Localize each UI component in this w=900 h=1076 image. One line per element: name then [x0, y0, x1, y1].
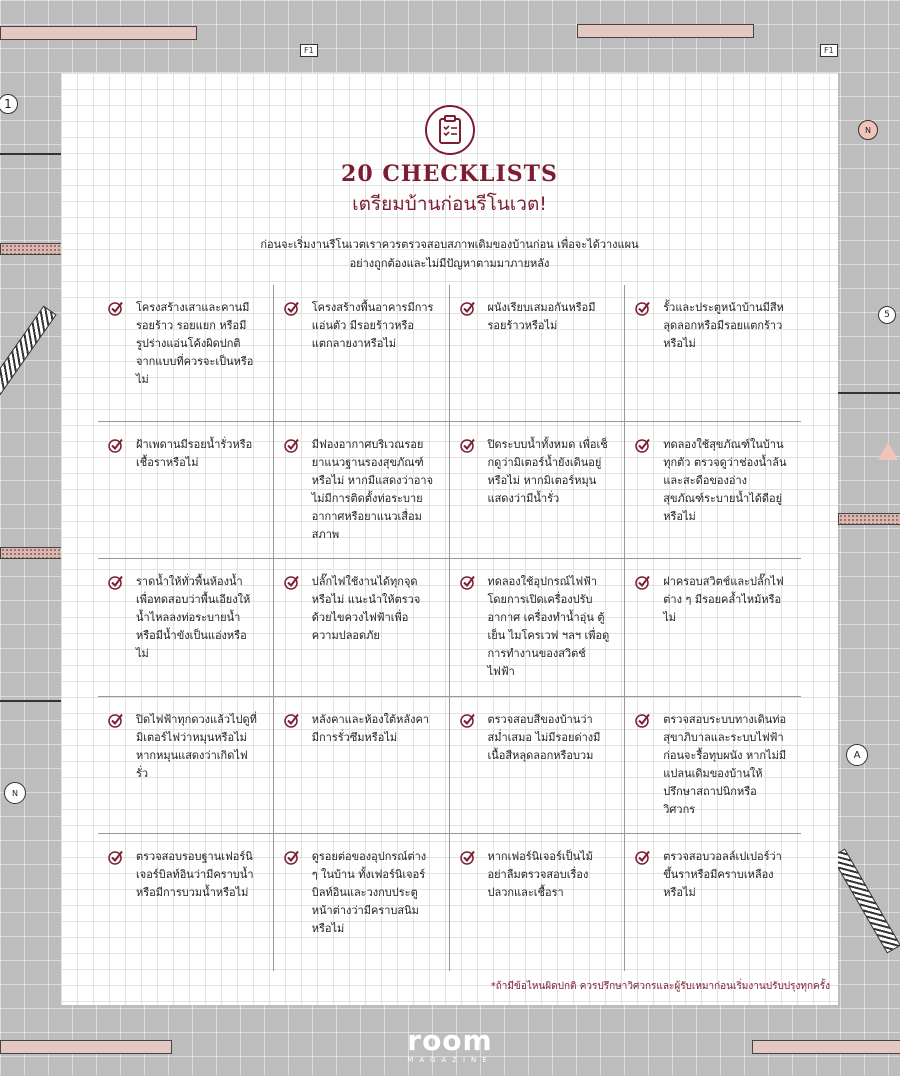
dimension-line	[0, 153, 61, 155]
checklist-item	[450, 697, 626, 834]
checklist-item	[98, 422, 274, 559]
page-subtitle: เตรียมบ้านก่อนรีโนเวต!	[352, 193, 547, 215]
checkmark-icon	[460, 849, 476, 865]
checklist-item-text: ปิดไฟฟ้าทุกดวงแล้วไปดูที่มิเตอร์ไฟว่าหมุนหรือไม่ หากหมุนแสดงว่าเกิดไฟรั่ว	[136, 712, 257, 780]
intro-text	[181, 235, 718, 273]
f1-tag: F1	[300, 44, 318, 57]
decor-strip	[0, 547, 62, 559]
f1-tag: F1	[820, 44, 838, 57]
checklist-item-text: ผนังเรียบเสมอกันหรือมีรอยร้าวหรือไม่	[487, 301, 596, 332]
checklist-item-text: ปิดระบบน้ำทั้งหมด เพื่อเช็กดูว่ามิเตอร์น้ำยังเดินอยู่หรือไม่ หากมิเตอร์หมุนแสดงว่ามีน้ำรั่ว	[487, 438, 608, 506]
checklist-item	[450, 834, 626, 971]
dimension-line	[0, 700, 61, 702]
checkmark-icon	[635, 300, 651, 316]
checklist-card	[61, 73, 838, 1005]
dimension-line	[838, 392, 900, 394]
checkmark-icon	[108, 849, 124, 865]
checklist-item	[450, 285, 626, 422]
checklist-item-text: รั้วและประตูหน้าบ้านมีสีหลุดลอกหรือมีรอยแตกร้าวหรือไม่	[663, 301, 784, 350]
footnote: *ถ้ามีข้อไหนผิดปกติ ควรปรึกษาวิศวกรและผู้รับเหมาก่อนเริ่มงานปรับปรุงทุกครั้ง	[490, 981, 830, 992]
brand-logo: room	[407, 1024, 493, 1057]
checklist-clipboard-icon	[425, 105, 475, 155]
checkmark-icon	[284, 849, 300, 865]
checklist-item	[450, 559, 626, 696]
hatched-beam	[0, 306, 57, 407]
page-title: 20 CHECKLISTS	[341, 161, 558, 187]
checklist-item-text: หลังคาและห้องใต้หลังคามีการรั่วซึมหรือไม่	[311, 712, 430, 744]
checklist-item	[274, 834, 450, 971]
checklist-item-text: หากเฟอร์นิเจอร์เป็นไม้อย่าลืมตรวจสอบเรื่องปลวกและเชื้อรา	[487, 849, 593, 899]
checklist-item-text: ราดน้ำให้ทั่วพื้นห้องน้ำเพื่อทดสอบว่าพื้นเอียงให้น้ำไหลลงท่อระบายน้ำหรือมีน้ำขังเป็นแอ่งหรือไม่	[136, 575, 251, 661]
checkmark-icon	[108, 437, 124, 453]
checklist-item-text: ฝ้าเพดานมีรอยน้ำรั่วหรือเชื้อราหรือไม่	[136, 438, 253, 470]
section-marker-icon: 5	[878, 306, 896, 324]
brand-subtitle: MAGAZINE	[407, 1056, 493, 1064]
checkmark-icon	[460, 574, 476, 590]
section-marker-icon: A	[846, 744, 868, 766]
checklist-grid	[98, 285, 801, 971]
checkmark-icon	[284, 437, 300, 453]
north-arrow-icon: N	[858, 120, 878, 140]
checkmark-icon	[284, 300, 300, 316]
checklist-item-text: ทดลองใช้สุขภัณฑ์ในบ้านทุกตัว ตรวจดูว่าช่องน้ำล้นและสะดือของอ่างสุขภัณฑ์ระบายน้ำได้ดีอยู่หรือไม่	[663, 438, 787, 524]
checklist-item	[274, 285, 450, 422]
checkmark-icon	[460, 437, 476, 453]
checklist-item-text: ตรวจสอบวอลล์เปเปอร์ว่าขึ้นราหรือมีคราบเหลืองหรือไม่	[663, 849, 782, 899]
decor-strip	[0, 1040, 172, 1054]
hatched-beam	[831, 849, 900, 954]
checklist-item-text: โครงสร้างพื้นอาคารมีการแอ่นตัว มีรอยร้าวหรือแตกลายงาหรือไม่	[311, 301, 434, 350]
checklist-item-text: ตรวจสอบรอบฐานเฟอร์นิเจอร์บิลท์อินว่ามีคราบน้ำหรือมีการบวมน้ำหรือไม่	[136, 849, 254, 899]
checkmark-icon	[635, 849, 651, 865]
checklist-item	[274, 697, 450, 834]
checklist-item-text: ปลั๊กไฟใช้งานได้ทุกจุดหรือไม่ แนะนำให้ตรวจด้วยไขควงไฟฟ้าเพื่อความปลอดภัย	[311, 575, 421, 643]
checklist-item	[98, 285, 274, 422]
checklist-item	[625, 285, 801, 422]
checklist-item	[98, 559, 274, 696]
checkmark-icon	[635, 712, 651, 728]
checkmark-icon	[635, 574, 651, 590]
checkmark-icon	[284, 574, 300, 590]
checklist-item	[625, 834, 801, 971]
checkmark-icon	[108, 712, 124, 728]
checklist-item	[625, 559, 801, 696]
checklist-item	[274, 559, 450, 696]
intro-line: ก่อนจะเริ่มงานรีโนเวตเราควรตรวจสอบสภาพเดิมของบ้านก่อน เพื่อจะได้วางแผน	[260, 238, 639, 251]
checklist-item	[274, 422, 450, 559]
intro-line: อย่างถูกต้องและไม่มีปัญหาตามมาภายหลัง	[349, 257, 550, 270]
checklist-item	[625, 697, 801, 834]
checkmark-icon	[460, 300, 476, 316]
section-marker-icon: 1	[0, 94, 18, 114]
checkmark-icon	[284, 712, 300, 728]
checkmark-icon	[460, 712, 476, 728]
checklist-item-text: ตรวจสอบสีของบ้านว่าสม่ำเสมอ ไม่มีรอยด่างมีเนื้อสีหลุดลอกหรือบวม	[487, 712, 601, 762]
checklist-item	[450, 422, 626, 559]
checklist-item	[98, 834, 274, 971]
checkmark-icon	[635, 437, 651, 453]
checklist-item-text: โครงสร้างเสาและคานมีรอยร้าว รอยแยก หรือมีรูปร่างแอ่นโค้งผิดปกติจากแบบที่ควรจะเป็นหรือไม่	[136, 301, 254, 386]
checklist-item-text: ดูรอยต่อของอุปกรณ์ต่าง ๆ ในบ้าน ทั้งเฟอร์นิเจอร์บิลท์อินและวงกบประตูหน้าต่างว่ามีคราบสนิมหรือไม่	[311, 849, 427, 935]
checklist-item	[98, 697, 274, 834]
warning-triangle-icon	[878, 442, 898, 460]
checklist-item-text: ฝาครอบสวิตช์และปลั๊กไฟต่าง ๆ มีรอยคล้ำไหม้หรือไม่	[663, 575, 784, 625]
checklist-item-text: ทดลองใช้อุปกรณ์ไฟฟ้าโดยการเปิดเครื่องปรับอากาศ เครื่องทำน้ำอุ่น ตู้เย็น ไมโครเวฟ ฯลฯ เพื่อดูการทำงานของสวิตช์ไฟฟ้า	[487, 575, 610, 679]
checkmark-icon	[108, 300, 124, 316]
north-arrow-icon: N	[4, 782, 26, 804]
decor-strip	[0, 243, 62, 255]
checklist-item	[625, 422, 801, 559]
checklist-item-text: ตรวจสอบระบบทางเดินท่อสุขาภิบาลและระบบไฟฟ้าก่อนจะรื้อทุบผนัง หากไม่มีแปลนเดิมของบ้านให้ปรึกษาสถาปนิกหรือวิศวกร	[663, 712, 787, 816]
checklist-item-text: มีฟองอากาศบริเวณรอยยาแนวฐานรองสุขภัณฑ์หรือไม่ หากมีแสดงว่าอาจไม่มีการติดตั้งท่อระบายอากาศหรือยาแนวเสื่อมสภาพ	[311, 438, 434, 542]
decor-strip	[0, 26, 197, 40]
decor-strip	[577, 24, 754, 38]
checkmark-icon	[108, 574, 124, 590]
decor-strip	[752, 1040, 900, 1054]
decor-strip	[838, 513, 900, 525]
